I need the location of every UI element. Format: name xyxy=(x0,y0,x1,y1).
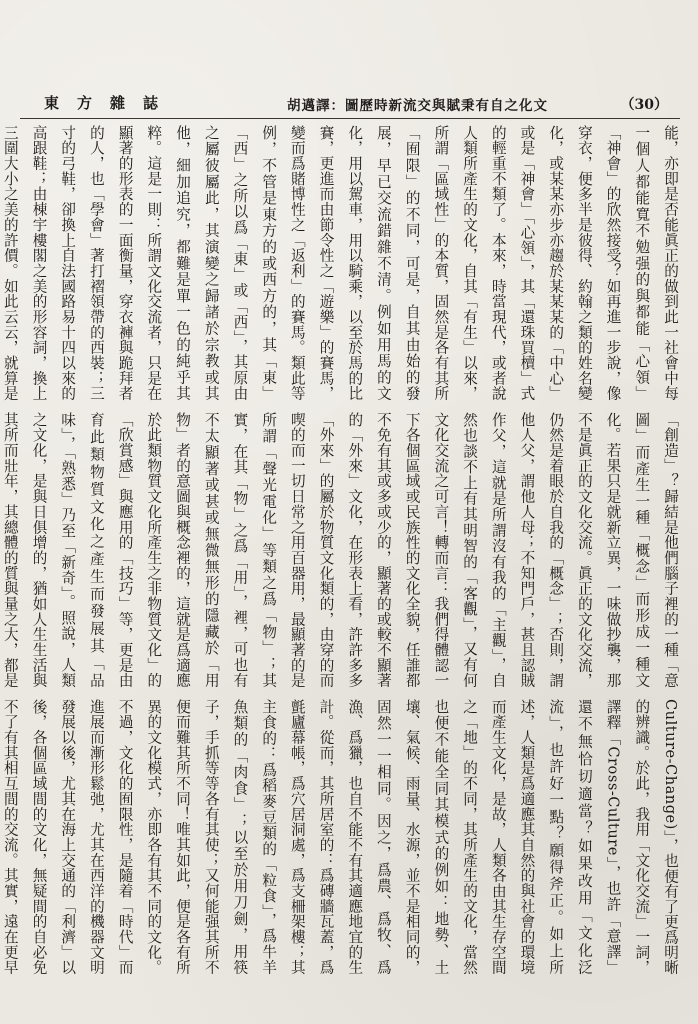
text-tier-bottom xyxy=(1,699,684,975)
article-title: 胡邁譯：圖歷時新流交與賦秉有自之化文 xyxy=(287,98,548,114)
page-number: （30） xyxy=(620,97,668,113)
text-tier-middle xyxy=(1,412,684,688)
article-body xyxy=(1,125,684,975)
magazine-title: 東方雜誌 xyxy=(44,94,177,112)
header-divider xyxy=(20,118,680,119)
paragraph-bottom: Culture-Change)」，也便有了更爲明晰的辨識。於此，我用「文化交流」一詞，譯釋「Cross-Culture」，也許「意譯」還不無恰切適當？如果改用「文化泛流」，也許好一點？願得斧正。如上所述，人類是爲適應其自然的與社會的環境而產生文化，是故，人類各由其生存空間之「地」的不同，其所產生的文化，當然也便不能全同其模式的例如：地勢、土壤、氣候、雨量、水源，並不是相同的，固然一一相同。因之，爲農、爲牧、爲漁、爲獵，也自不能不有其適應地宜的生計。從而，其所居室的：爲磚牆瓦蓋，爲氈廬幕帳，爲穴居洞處，爲支柵架樓；其主食的：爲稻麥豆類的「粒食」，爲牛羊魚類的「肉食」；以至於用刀劍，用筷子，手抓等等各有其使；又何能强其所不便而難其所不同！唯其如此，便是各有所異的文化模式，亦即各有其不同的文化。不過，文化的囿限性，是隨着「時代」而進展而漸形鬆弛，尤其在西洋的機器文明發展以後，尤其在海上交通的「利濟」以後，各個區域間的文化，無疑間的自必免不了有其相互間的交流。其實，遠在更早 xyxy=(1,699,679,975)
paragraph-middle: 「創造」？歸結是他們腦子裡的一種「意圖」而產生一種「概念」而形成一種文化。若果只是就新立異，一味做抄襲，那不是眞正的文化交流。眞正的文化交流，仍然是着眼於自我的「概念」；否則，謂他人父，謂他人母；不知門戶，甚且認賊作父，這就是所謂沒有我的「主觀」，自然也談不上有其明智的「客觀」，又有何文化交流之可言！轉而言：我們得體認一下各個區域或民族性的文化全貌，任誰都不免有其或多或少的，顯著的或較不顯著的「外來」文化，在形表上看，許許多多「外來」的屬於物質文化類的，由穿的而喫的而一切日常之用百器用，最顯著的是所謂「聲光電化」等類之爲「物」；其實，在其「物」之爲「用」，裡，可也有不太顯著或甚或無微無形的隱藏於「用物」者的意圖與概念裡的，這就是爲適應於此類物質文化所產生之非物質文化」的「欣賞感」與應用的「技巧」等，更是由育此類物質文化之產生而發展其「品味」，「熟悉」乃至「新奇」。照說，人類之文化，是與日俱增的，猶如人生生活與其所而壯年，其總體的質與量之大，都是 xyxy=(1,412,679,688)
text-tier-top xyxy=(1,125,684,401)
paragraph-top: 能，亦即是否能眞正的做到此一社會中每一個人都能寬不勉强的與都能「心領」「神會」的欣然接受？如再進一步說，像穿衣，便多半是彼得、約翰之類的姓名變化，或某某亦步亦趨於某某某的「中心」或是「神會」「心領」，其「還珠買櫝」式的輕重不類了。本來，時當現代，或者說人類所產生的文化，自其「有生」以來，所謂「區域性」的本質，固然是各有其所「囿限」的不同，可是，自其由始的發展，早已交流錯雜不清。例如用馬的文化，用以駕車，用以騎乘，以至於馬的比賽，更進而由節令性之「遊樂」的賽馬，變而爲賭博性之「返利」的賽馬。類此等例，不管是東方的或西方的，其「東」「西」之所以爲「東」或「西」，其原由之屬彼屬此，其演變之歸諸於宗教或其他，細加追究，都難是單一色的純乎其粹。這是一則：所謂文化交流者，只是在顯著的形表的一面衡量，穿衣褲與跪拜者的人，也「學會」著打褶領帶的西裝；三寸的弓鞋，卻換上自法國路易十四以來的高跟鞋；由棟宇樓閣之美的形容詞，換上三圍大小之美的許價。如此云云，就算是 xyxy=(1,125,679,401)
